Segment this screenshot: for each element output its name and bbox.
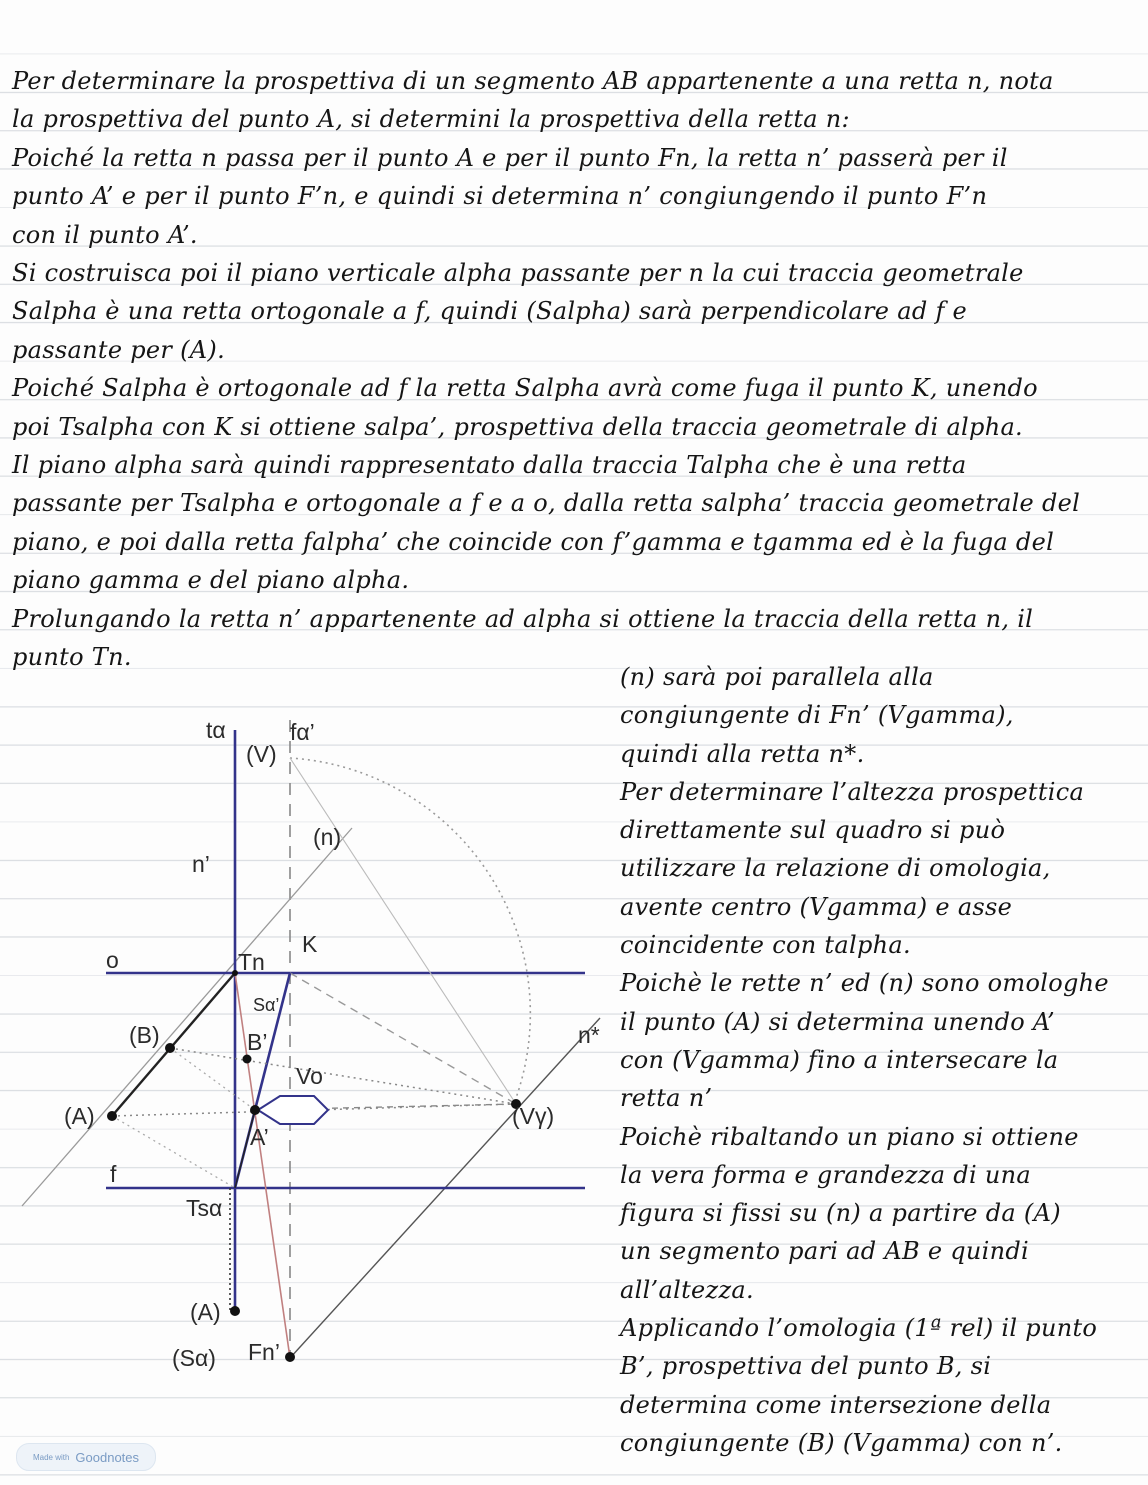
label-v-gamma: (Vγ) — [512, 1103, 555, 1129]
side-line: direttamente sul quadro si può — [620, 816, 1006, 845]
side-line: Per determinare l’altezza prospettica — [620, 777, 1085, 806]
paragraph-line: punto Tn. — [12, 643, 132, 672]
side-line: all’altezza. — [620, 1275, 754, 1304]
paragraph-line: Per determinare la prospettiva di un segmento AB appartenente a una retta n, nota — [12, 67, 1054, 95]
paragraph-line: Prolungando la retta n’ appartenente ad alpha si ottiene la traccia della retta n, il — [12, 604, 1034, 633]
label-n-star: n* — [578, 1022, 600, 1048]
ray-a-low — [112, 1116, 235, 1188]
intro-paragraph — [12, 62, 1140, 677]
label-a-prime: A’ — [250, 1124, 269, 1150]
badge-brand: Goodnotes — [75, 1449, 140, 1465]
label-v: (V) — [246, 741, 277, 767]
paragraph-line: Il piano alpha sarà quindi rappresentato dalla traccia Talpha che è una retta — [12, 451, 967, 480]
side-line: B’, prospettiva del punto B, si — [620, 1352, 992, 1381]
point-a-prime — [250, 1105, 260, 1115]
paragraph-line: passante per (A). — [12, 335, 226, 364]
side-line: retta n’ — [620, 1084, 713, 1113]
paragraph-line: Poiché Salpha è ortogonale ad f la retta Salpha avrà come fuga il punto K, unendo — [12, 374, 1038, 403]
v-vgamma-line — [290, 758, 516, 1104]
paragraph-line: Salpha è una retta ortogonale a f, quindi (Salpha) sarà perpendicolare ad f e — [12, 297, 968, 326]
side-line: Poichè le rette n’ ed (n) sono omologhe — [620, 969, 1109, 998]
side-line: avente centro (Vgamma) e asse — [620, 892, 1013, 921]
side-line: la vera forma e grandezza di una — [620, 1160, 1032, 1189]
side-line: il punto (A) si determina unendo A’ — [620, 1007, 1055, 1036]
point-a-low — [230, 1306, 240, 1316]
side-line: figura si fissi su (n) a partire da (A) — [620, 1199, 1061, 1228]
diagram-svg — [0, 700, 610, 1400]
side-line: utilizzare la relazione di omologia, — [620, 854, 1051, 883]
label-n-prime: n’ — [192, 851, 210, 877]
label-vo: Vo — [296, 1063, 323, 1089]
side-line: Poichè ribaltando un piano si ottiene — [620, 1122, 1079, 1151]
point-a-paren — [107, 1111, 117, 1121]
paragraph-line: con il punto A’. — [12, 220, 198, 249]
side-line: (n) sarà poi parallela alla — [620, 663, 934, 691]
label-b-paren: (B) — [129, 1022, 160, 1048]
paragraph-line: passante per Tsalpha e ortogonale a f e a o, dalla retta salpha’ traccia geometrale del — [12, 489, 1081, 518]
paragraph-line: Poiché la retta n passa per il punto A e per il punto Fn, la retta n’ passerà per il — [12, 143, 1008, 172]
side-line: congiungente (B) (Vgamma) con n’. — [620, 1428, 1063, 1457]
label-ts-alpha: Tsα — [186, 1195, 223, 1221]
label-t-alpha: tα — [206, 717, 226, 743]
point-fn-prime — [285, 1352, 295, 1362]
side-line: un segmento pari ad AB e quindi — [620, 1237, 1030, 1266]
label-n-paren: (n) — [313, 824, 342, 850]
vo-hexagon — [258, 1096, 328, 1124]
label-f-alpha-prime: fα’ — [290, 719, 315, 745]
paragraph-line: poi Tsalpha con K si ottiene salpa’, prospettiva della traccia geometrale di alpha. — [12, 412, 1023, 441]
label-b-prime: B’ — [247, 1029, 268, 1055]
badge-prefix: Made with — [32, 1452, 70, 1462]
side-paragraph — [620, 658, 1140, 1462]
paragraph-line: piano gamma e del piano alpha. — [12, 566, 410, 595]
paragraph-line: Si costruisca poi il piano verticale alpha passante per n la cui traccia geometrale — [12, 259, 1024, 288]
side-line: quindi alla retta n*. — [620, 739, 865, 768]
label-a-paren-low: (A) — [190, 1299, 221, 1325]
label-k: K — [302, 931, 318, 957]
side-line: coincidente con talpha. — [620, 931, 911, 960]
label-s-alpha-paren: (Sα) — [172, 1345, 216, 1371]
label-o: o — [106, 947, 119, 973]
point-b-paren — [165, 1043, 175, 1053]
rotation-arc — [290, 758, 530, 1098]
side-line: con (Vgamma) fino a intersecare la — [620, 1045, 1059, 1074]
label-f: f — [110, 1161, 117, 1187]
ray-b — [170, 1048, 516, 1104]
paragraph-line: punto A’ e per il punto F’n, e quindi si determina n’ congiungendo il punto F’n — [12, 182, 988, 211]
side-line: Applicando l’omologia (1ª rel) il punto — [620, 1314, 1098, 1343]
label-tn: Tn — [238, 949, 265, 975]
label-s-alpha-prime: Sα’ — [253, 995, 280, 1015]
k-vgamma-line — [290, 973, 516, 1104]
label-a-paren: (A) — [64, 1103, 95, 1129]
label-fn-prime: Fn’ — [248, 1339, 280, 1365]
made-with-goodnotes-badge[interactable] — [16, 1443, 156, 1471]
paragraph-line: piano, e poi dalla retta falpha’ che coincide con f’gamma e tgamma ed è la fuga del — [12, 527, 1055, 556]
n-paren-line — [22, 828, 352, 1206]
paragraph-line: la prospettiva del punto A, si determini la prospettiva della retta n: — [12, 105, 850, 134]
perspective-diagram — [0, 700, 610, 1400]
point-b-prime — [243, 1055, 252, 1064]
side-line: congiungente di Fn’ (Vgamma), — [620, 701, 1014, 730]
ray-b-low — [170, 1048, 255, 1110]
side-line: determina come intersezione della — [620, 1390, 1052, 1419]
